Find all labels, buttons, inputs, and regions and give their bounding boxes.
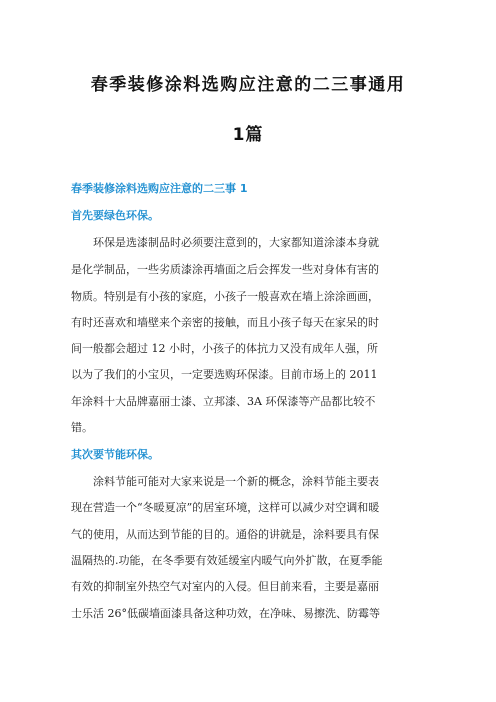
point-1-paragraph-line: 间一般都会超过 12 小时，小孩子的体抗力又没有成年人强，所: [71, 342, 378, 355]
point-2-paragraph-line: 涂料节能可能对大家来说是一个新的概念，涂料节能主要表: [93, 475, 379, 488]
point-2-paragraph-line: 气的使用，从而达到节能的目的。通俗的讲就是，涂料要具有保: [71, 528, 379, 541]
point-1-paragraph-line: 物质。特别是有小孩的家庭，小孩子一般喜欢在墙上涂涂画画，: [71, 290, 379, 303]
document-title-line-2: 1篇: [232, 125, 264, 145]
point-2-paragraph-line: 有效的抑制室外热空气对室内的入侵。但目前来看，主要是嘉丽: [71, 580, 379, 593]
point-1-paragraph-line: 是化学制品，一些劣质漆涂再墙面之后会挥发一些对身体有害的: [71, 263, 379, 276]
point-2-paragraph-line: 士乐活 26°低碳墙面漆具备这种功效，在净味、易擦洗、防霉等: [71, 607, 380, 620]
point-1-paragraph-line: 以为了我们的小宝贝，一定要选购环保漆。目前市场上的 2011: [71, 368, 378, 381]
document-title-line-1: 春季装修涂料选购应注意的二三事通用: [90, 75, 406, 95]
point-1-paragraph-line: 错。: [71, 421, 93, 434]
point-1-paragraph-line: 环保是选漆制品时必须要注意到的，大家都知道涂漆本身就: [93, 236, 379, 249]
point-1-paragraph-line: 年涂料十大品牌嘉丽士漆、立邦漆、3A 环保漆等产品都比较不: [71, 395, 376, 408]
section-heading: 春季装修涂料选购应注意的二三事 1: [71, 182, 248, 195]
point-2-paragraph-line: 现在营造一个“冬暖夏凉”的居室环境，这样可以减少对空调和暖: [71, 501, 380, 514]
point-2-heading: 其次要节能环保。: [71, 448, 159, 461]
point-2-paragraph-line: 温隔热的.功能，在冬季要有效延缓室内暖气向外扩散，在夏季能: [71, 554, 383, 567]
point-1-heading: 首先要绿色环保。: [71, 209, 159, 222]
point-1-paragraph-line: 有时还喜欢和墙壁来个亲密的接触，而且小孩子每天在家呆的时: [71, 316, 379, 329]
